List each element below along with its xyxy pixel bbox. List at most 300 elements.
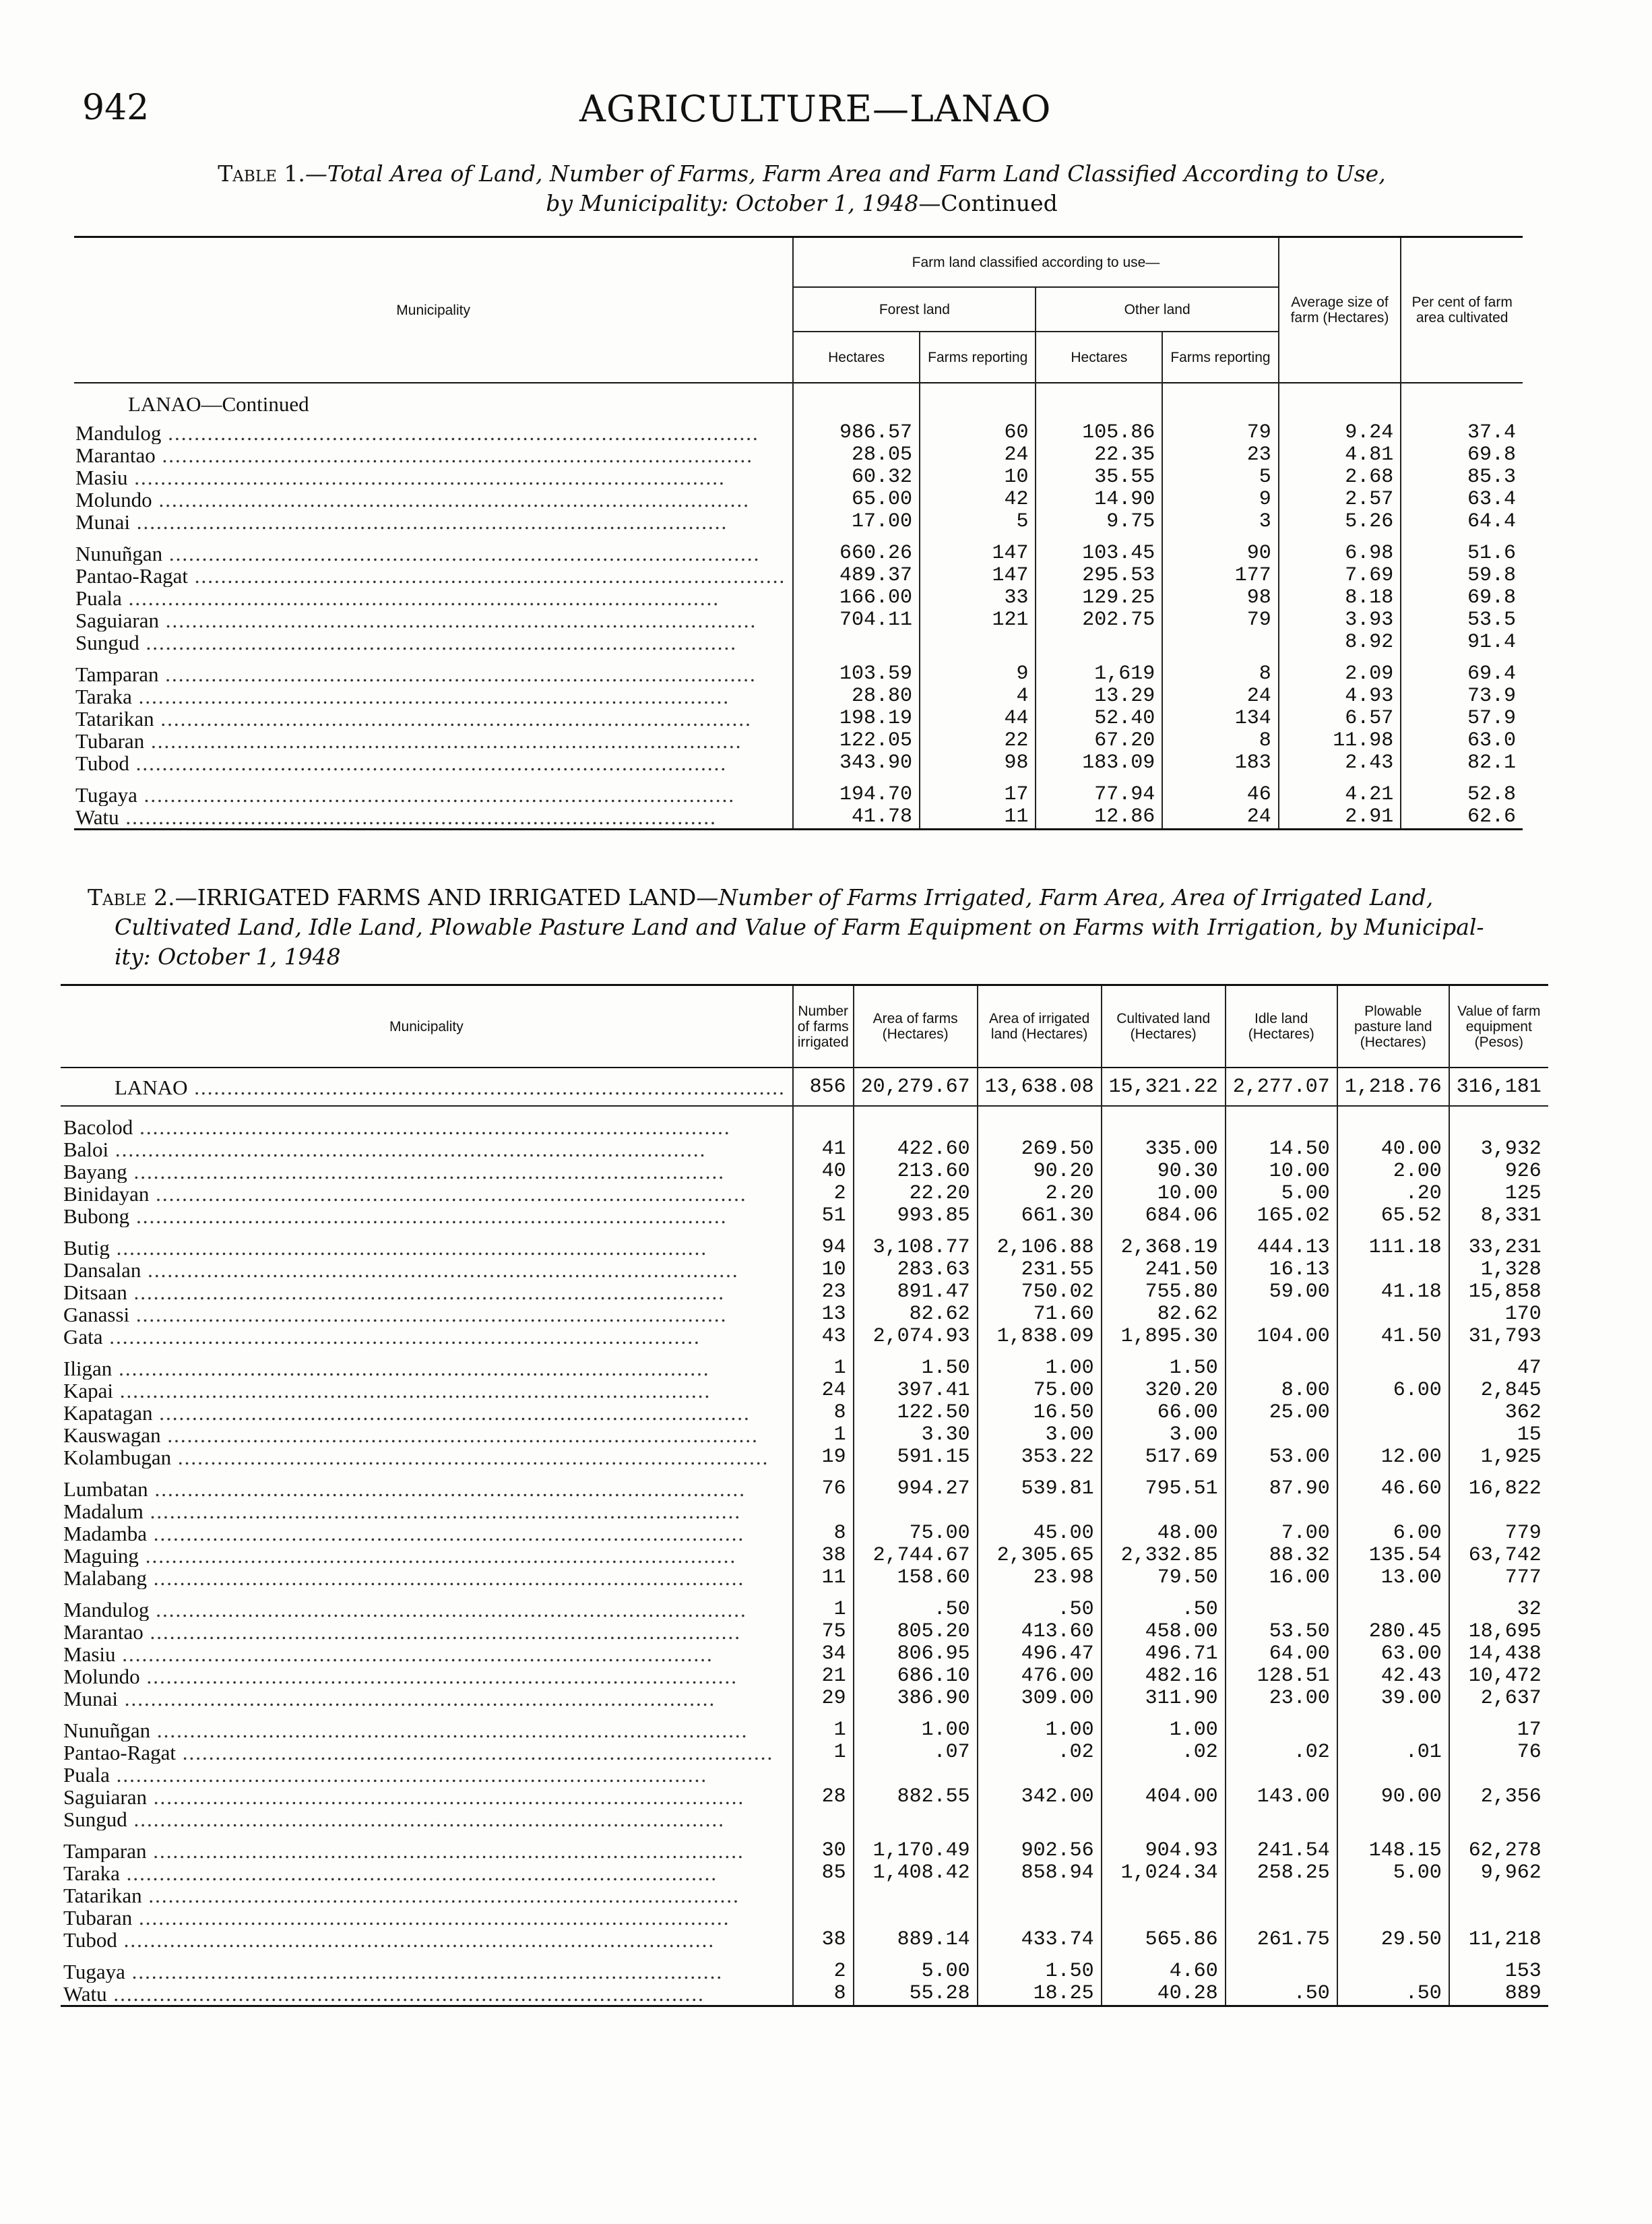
page-title: AGRICULTURE—LANAO: [579, 88, 1052, 130]
t2-value-cell: 33,231: [1449, 1237, 1548, 1259]
t1-value-cell: 105.86: [1036, 422, 1162, 444]
t1-row: [74, 565, 1523, 587]
t2-value-cell: 994.27: [854, 1478, 978, 1500]
t2-value-cell: [854, 1500, 978, 1522]
table2-caption-line3: ity: October 1, 1948: [115, 944, 341, 970]
t2-value-cell: 362: [1449, 1402, 1548, 1424]
t1-value-cell: 2.09: [1279, 663, 1401, 685]
t2-value-cell: 9,962: [1449, 1862, 1548, 1884]
t2-value-cell: 40.28: [1102, 1983, 1226, 2006]
t2-value-cell: 16,822: [1449, 1478, 1548, 1500]
t2-value-cell: 18,695: [1449, 1621, 1548, 1643]
t2-value-cell: 55.28: [854, 1983, 978, 2006]
t2-municipality-cell: Maguing .....: [61, 1545, 793, 1567]
t2-value-cell: 16.50: [978, 1402, 1102, 1424]
t2-value-cell: 458.00: [1102, 1621, 1226, 1643]
t1-municipality-cell: Tamparan .....: [74, 663, 793, 685]
t2-value-cell: 1: [793, 1719, 854, 1741]
t1-row: [74, 708, 1523, 730]
t2-value-cell: [1226, 1808, 1337, 1830]
t2-value-cell: [1102, 1808, 1226, 1830]
t1-row: [74, 466, 1523, 489]
t2-value-cell: 7.00: [1226, 1522, 1337, 1545]
t1-value-cell: 46: [1162, 784, 1278, 806]
t2-value-cell: .01: [1337, 1741, 1449, 1764]
t2-row: [61, 1478, 1548, 1500]
t1-value-cell: 343.90: [793, 752, 920, 774]
t2-value-cell: 122.50: [854, 1402, 978, 1424]
t2-municipality-cell: Puala .....: [61, 1764, 793, 1786]
t1-municipality-cell: Molundo .....: [74, 489, 793, 511]
t2-header-cultivated: Cultivated land (Hectares): [1102, 985, 1226, 1068]
t1-value-cell: 183: [1162, 752, 1278, 774]
t2-row: [61, 1960, 1548, 1983]
t1-value-cell: 9: [1162, 489, 1278, 511]
t2-value-cell: 23.00: [1226, 1688, 1337, 1710]
t2-value-cell: [793, 1808, 854, 1830]
t1-value-cell: 11: [920, 806, 1036, 830]
t2-row: [61, 1545, 1548, 1567]
t2-value-cell: 17: [1449, 1719, 1548, 1741]
t2-value-cell: 3,932: [1449, 1138, 1548, 1161]
t2-municipality-cell: Mandulog .....: [61, 1599, 793, 1621]
table1-caption-continued: —Continued: [918, 190, 1058, 216]
t1-value-cell: 5.26: [1279, 511, 1401, 533]
t2-row: [61, 1522, 1548, 1545]
t1-value-cell: 103.45: [1036, 543, 1162, 565]
table1-caption: [148, 159, 1455, 218]
t1-value-cell: 52.40: [1036, 708, 1162, 730]
t1-row: [74, 685, 1523, 708]
t2-value-cell: [1102, 1116, 1226, 1138]
t2-row: [61, 1764, 1548, 1786]
t1-value-cell: 98: [1162, 587, 1278, 609]
t1-value-cell: 10: [920, 466, 1036, 489]
t2-value-cell: 11: [793, 1567, 854, 1589]
t2-total-value: 20,279.67: [854, 1068, 978, 1106]
t2-row: [61, 1599, 1548, 1621]
t2-value-cell: 2,305.65: [978, 1545, 1102, 1567]
t1-value-cell: 704.11: [793, 609, 920, 631]
t2-value-cell: 8,331: [1449, 1205, 1548, 1227]
t2-value-cell: 148.15: [1337, 1840, 1449, 1862]
t1-value-cell: 6.98: [1279, 543, 1401, 565]
t1-value-cell: 295.53: [1036, 565, 1162, 587]
t1-value-cell: 6.57: [1279, 708, 1401, 730]
t2-value-cell: [1337, 1424, 1449, 1446]
t2-municipality-cell: Madalum .....: [61, 1500, 793, 1522]
t2-municipality-cell: Binidayan .....: [61, 1183, 793, 1205]
t2-row: [61, 1205, 1548, 1227]
t2-value-cell: [1449, 1116, 1548, 1138]
t1-value-cell: 2.91: [1279, 806, 1401, 830]
t2-value-cell: 21: [793, 1665, 854, 1688]
t1-municipality-cell: Saguiaran .....: [74, 609, 793, 631]
t2-value-cell: .50: [1102, 1599, 1226, 1621]
t2-municipality-cell: Taraka .....: [61, 1862, 793, 1884]
t2-row: [61, 1402, 1548, 1424]
t1-row: [74, 444, 1523, 466]
t2-value-cell: 87.90: [1226, 1478, 1337, 1500]
t1-header-other-farms-reporting: Farms reporting: [1162, 332, 1278, 383]
t2-value-cell: 15,858: [1449, 1281, 1548, 1303]
t2-value-cell: 34: [793, 1643, 854, 1665]
t2-value-cell: [1337, 1500, 1449, 1522]
t1-municipality-cell: Puala .....: [74, 587, 793, 609]
t2-value-cell: [1102, 1907, 1226, 1929]
t2-value-cell: 64.00: [1226, 1643, 1337, 1665]
t2-value-cell: 10: [793, 1259, 854, 1281]
t2-value-cell: 75: [793, 1621, 854, 1643]
t2-value-cell: 269.50: [978, 1138, 1102, 1161]
t2-value-cell: [978, 1116, 1102, 1138]
t2-value-cell: 38: [793, 1545, 854, 1567]
t2-value-cell: 2.00: [1337, 1161, 1449, 1183]
t2-row: [61, 1808, 1548, 1830]
t2-header-area-farms: Area of farms (Hectares): [854, 985, 978, 1068]
t2-value-cell: 2.20: [978, 1183, 1102, 1205]
t2-row: [61, 1446, 1548, 1469]
t2-value-cell: 889: [1449, 1983, 1548, 2006]
t1-municipality-cell: Watu .....: [74, 806, 793, 830]
t2-row: [61, 1303, 1548, 1326]
t2-row: [61, 1281, 1548, 1303]
t1-municipality-cell: Tubaran .....: [74, 730, 793, 752]
t2-value-cell: [793, 1907, 854, 1929]
t2-value-cell: 18.25: [978, 1983, 1102, 2006]
t2-row: [61, 1424, 1548, 1446]
t2-value-cell: 1,328: [1449, 1259, 1548, 1281]
t1-value-cell: [920, 631, 1036, 654]
t2-value-cell: 32: [1449, 1599, 1548, 1621]
t1-header-per-cent: Per cent of farm area cultivated: [1401, 237, 1523, 383]
t2-municipality-cell: Munai .....: [61, 1688, 793, 1710]
t2-municipality-cell: Tubod .....: [61, 1929, 793, 1951]
t2-value-cell: 386.90: [854, 1688, 978, 1710]
t2-value-cell: 29: [793, 1688, 854, 1710]
t2-value-cell: [1337, 1719, 1449, 1741]
t1-value-cell: 64.4: [1401, 511, 1523, 533]
t2-value-cell: 258.25: [1226, 1862, 1337, 1884]
t2-value-cell: 62,278: [1449, 1840, 1548, 1862]
t1-municipality-cell: Pantao-Ragat .....: [74, 565, 793, 587]
t2-value-cell: .07: [854, 1741, 978, 1764]
table2-caption: [40, 883, 1523, 972]
t1-value-cell: 60: [920, 422, 1036, 444]
t2-value-cell: 397.41: [854, 1380, 978, 1402]
t2-row: [61, 1500, 1548, 1522]
t1-value-cell: 24: [1162, 806, 1278, 830]
t2-value-cell: 66.00: [1102, 1402, 1226, 1424]
t1-value-cell: 24: [920, 444, 1036, 466]
t1-header-farm-land-classified: Farm land classified according to use—: [793, 237, 1278, 288]
t2-value-cell: 993.85: [854, 1205, 978, 1227]
t2-value-cell: [1449, 1500, 1548, 1522]
t2-value-cell: 309.00: [978, 1688, 1102, 1710]
t1-value-cell: 33: [920, 587, 1036, 609]
t2-municipality-cell: Pantao-Ragat .....: [61, 1741, 793, 1764]
t2-value-cell: 79.50: [1102, 1567, 1226, 1589]
t2-row: [61, 1380, 1548, 1402]
t2-value-cell: [1226, 1764, 1337, 1786]
t2-value-cell: 3.00: [1102, 1424, 1226, 1446]
t1-row: [74, 587, 1523, 609]
t2-total-value: 15,321.22: [1102, 1068, 1226, 1106]
table2-label: Table 2.: [88, 884, 175, 910]
t2-total-value: 13,638.08: [978, 1068, 1102, 1106]
t2-value-cell: 11,218: [1449, 1929, 1548, 1951]
t2-municipality-cell: Watu .....: [61, 1983, 793, 2006]
t1-value-cell: 8: [1162, 663, 1278, 685]
t2-value-cell: 2,356: [1449, 1786, 1548, 1808]
t1-value-cell: 9.24: [1279, 422, 1401, 444]
t1-section-label: LANAO—Continued: [128, 392, 309, 416]
t2-value-cell: 14.50: [1226, 1138, 1337, 1161]
t2-municipality-cell: Tamparan .....: [61, 1840, 793, 1862]
t2-value-cell: [1337, 1303, 1449, 1326]
t2-value-cell: 63.00: [1337, 1643, 1449, 1665]
t2-value-cell: .50: [1226, 1983, 1337, 2006]
t2-value-cell: [1449, 1764, 1548, 1786]
t1-value-cell: 103.59: [793, 663, 920, 685]
t1-row: [74, 422, 1523, 444]
t2-row: [61, 1719, 1548, 1741]
t2-value-cell: 51: [793, 1205, 854, 1227]
t1-header-municipality: Municipality: [396, 302, 470, 318]
t2-value-cell: 43: [793, 1326, 854, 1348]
t2-value-cell: 891.47: [854, 1281, 978, 1303]
t1-value-cell: 5: [920, 511, 1036, 533]
t2-value-cell: [854, 1808, 978, 1830]
t2-municipality-cell: Ganassi .....: [61, 1303, 793, 1326]
t1-value-cell: 42: [920, 489, 1036, 511]
t2-value-cell: 88.32: [1226, 1545, 1337, 1567]
t1-row: [74, 752, 1523, 774]
t1-value-cell: 60.32: [793, 466, 920, 489]
t2-municipality-cell: Tugaya .....: [61, 1960, 793, 1983]
t2-total-label: LANAO .....: [61, 1068, 793, 1106]
t1-municipality-cell: Mandulog .....: [74, 422, 793, 444]
t1-value-cell: 67.20: [1036, 730, 1162, 752]
t1-municipality-cell: Munai .....: [74, 511, 793, 533]
t2-value-cell: 1: [793, 1741, 854, 1764]
t2-value-cell: 2,368.19: [1102, 1237, 1226, 1259]
t2-value-cell: [1337, 1599, 1449, 1621]
t1-value-cell: 79: [1162, 422, 1278, 444]
t1-value-cell: 37.4: [1401, 422, 1523, 444]
t1-header-forest-farms-reporting: Farms reporting: [920, 332, 1036, 383]
t2-value-cell: 3,108.77: [854, 1237, 978, 1259]
t2-value-cell: [1449, 1884, 1548, 1907]
t2-total-value: 2,277.07: [1226, 1068, 1337, 1106]
t1-value-cell: 35.55: [1036, 466, 1162, 489]
t1-row: [74, 511, 1523, 533]
t2-value-cell: [1102, 1764, 1226, 1786]
t2-row: [61, 1138, 1548, 1161]
t2-value-cell: 1.00: [1102, 1719, 1226, 1741]
t1-value-cell: 3: [1162, 511, 1278, 533]
t1-value-cell: 134: [1162, 708, 1278, 730]
t1-value-cell: 3.93: [1279, 609, 1401, 631]
t2-value-cell: 2,074.93: [854, 1326, 978, 1348]
t2-value-cell: 1,024.34: [1102, 1862, 1226, 1884]
t2-value-cell: [1226, 1884, 1337, 1907]
t2-value-cell: 311.90: [1102, 1688, 1226, 1710]
t2-value-cell: 1,838.09: [978, 1326, 1102, 1348]
t1-value-cell: 98: [920, 752, 1036, 774]
t2-value-cell: 85: [793, 1862, 854, 1884]
t1-value-cell: 69.8: [1401, 587, 1523, 609]
t2-municipality-cell: Madamba .....: [61, 1522, 793, 1545]
t2-row: [61, 1161, 1548, 1183]
t1-value-cell: 489.37: [793, 565, 920, 587]
t2-value-cell: .50: [854, 1599, 978, 1621]
t1-value-cell: 28.05: [793, 444, 920, 466]
t2-value-cell: 591.15: [854, 1446, 978, 1469]
t2-value-cell: 5.00: [1337, 1862, 1449, 1884]
t2-row: [61, 1665, 1548, 1688]
t2-value-cell: 41.18: [1337, 1281, 1449, 1303]
t2-value-cell: [1226, 1116, 1337, 1138]
t2-value-cell: 12.00: [1337, 1446, 1449, 1469]
t2-value-cell: 5.00: [1226, 1183, 1337, 1205]
t2-value-cell: 539.81: [978, 1478, 1102, 1500]
t2-municipality-cell: Masiu .....: [61, 1643, 793, 1665]
t2-value-cell: [978, 1808, 1102, 1830]
t1-value-cell: 41.78: [793, 806, 920, 830]
t1-value-cell: 147: [920, 543, 1036, 565]
t2-municipality-cell: Kolambugan .....: [61, 1446, 793, 1469]
t2-value-cell: [1226, 1719, 1337, 1741]
t1-value-cell: 69.4: [1401, 663, 1523, 685]
t1-municipality-cell: Sungud .....: [74, 631, 793, 654]
t2-value-cell: 4.60: [1102, 1960, 1226, 1983]
t2-header-farms-irrigated: Number of farms irrigated: [793, 985, 854, 1068]
t2-municipality-cell: Lumbatan .....: [61, 1478, 793, 1500]
t1-value-cell: 79: [1162, 609, 1278, 631]
t1-value-cell: 8.92: [1279, 631, 1401, 654]
t2-municipality-cell: Molundo .....: [61, 1665, 793, 1688]
t1-value-cell: 65.00: [793, 489, 920, 511]
t2-value-cell: 231.55: [978, 1259, 1102, 1281]
t2-municipality-cell: Baloi .....: [61, 1138, 793, 1161]
t2-value-cell: [978, 1907, 1102, 1929]
t2-value-cell: 15: [1449, 1424, 1548, 1446]
t2-value-cell: 45.00: [978, 1522, 1102, 1545]
t2-value-cell: [1449, 1907, 1548, 1929]
t2-value-cell: 59.00: [1226, 1281, 1337, 1303]
t1-value-cell: 77.94: [1036, 784, 1162, 806]
t2-header-area-irrigated: Area of irrigated land (Hectares): [978, 985, 1102, 1068]
t2-value-cell: 1,925: [1449, 1446, 1548, 1469]
t2-value-cell: 53.00: [1226, 1446, 1337, 1469]
t2-value-cell: 41.50: [1337, 1326, 1449, 1348]
t1-value-cell: 166.00: [793, 587, 920, 609]
t1-row: [74, 730, 1523, 752]
t1-value-cell: [1036, 631, 1162, 654]
page-number: 942: [82, 88, 150, 128]
t2-value-cell: 71.60: [978, 1303, 1102, 1326]
t2-value-cell: 496.71: [1102, 1643, 1226, 1665]
t2-value-cell: 1.50: [854, 1357, 978, 1380]
t2-value-cell: 1.00: [978, 1719, 1102, 1741]
t1-value-cell: 12.86: [1036, 806, 1162, 830]
t2-value-cell: 806.95: [854, 1643, 978, 1665]
t1-value-cell: 11.98: [1279, 730, 1401, 752]
t2-value-cell: 261.75: [1226, 1929, 1337, 1951]
t2-value-cell: 25.00: [1226, 1402, 1337, 1424]
t2-municipality-cell: Kapai .....: [61, 1380, 793, 1402]
t1-value-cell: 73.9: [1401, 685, 1523, 708]
t2-value-cell: 22.20: [854, 1183, 978, 1205]
t1-value-cell: 28.80: [793, 685, 920, 708]
t2-value-cell: 47: [1449, 1357, 1548, 1380]
t2-row: [61, 1929, 1548, 1951]
t2-value-cell: 482.16: [1102, 1665, 1226, 1688]
t2-value-cell: [854, 1116, 978, 1138]
t1-value-cell: 147: [920, 565, 1036, 587]
t2-municipality-cell: Nunuñgan .....: [61, 1719, 793, 1741]
t2-municipality-cell: Kauswagan .....: [61, 1424, 793, 1446]
t2-value-cell: [1337, 1402, 1449, 1424]
table2-caption-line2: Cultivated Land, Idle Land, Plowable Pasture Land and Value of Farm Equipment on Farms with Irrigation, by Municipal-: [115, 914, 1484, 940]
t1-value-cell: 53.5: [1401, 609, 1523, 631]
t2-value-cell: 8: [793, 1983, 854, 2006]
t1-row: [74, 489, 1523, 511]
t2-value-cell: 53.50: [1226, 1621, 1337, 1643]
t2-municipality-cell: Bubong .....: [61, 1205, 793, 1227]
t2-value-cell: 926: [1449, 1161, 1548, 1183]
t2-municipality-cell: Tubaran .....: [61, 1907, 793, 1929]
t2-value-cell: 476.00: [978, 1665, 1102, 1688]
t2-row: [61, 1786, 1548, 1808]
t1-value-cell: 62.6: [1401, 806, 1523, 830]
t1-value-cell: 63.0: [1401, 730, 1523, 752]
t1-value-cell: 4.93: [1279, 685, 1401, 708]
t2-value-cell: [1449, 1808, 1548, 1830]
t1-value-cell: 9.75: [1036, 511, 1162, 533]
t1-value-cell: 660.26: [793, 543, 920, 565]
t1-value-cell: 177: [1162, 565, 1278, 587]
t2-value-cell: 28: [793, 1786, 854, 1808]
t1-value-cell: 44: [920, 708, 1036, 730]
t2-municipality-cell: Marantao .....: [61, 1621, 793, 1643]
t1-value-cell: 129.25: [1036, 587, 1162, 609]
t2-header-plowable: Plowable pasture land (Hectares): [1337, 985, 1449, 1068]
table2: [61, 984, 1548, 2007]
t1-row: [74, 631, 1523, 654]
t1-header-other-land: Other land: [1036, 287, 1278, 332]
t2-value-cell: 158.60: [854, 1567, 978, 1589]
t1-value-cell: 59.8: [1401, 565, 1523, 587]
t2-value-cell: 904.93: [1102, 1840, 1226, 1862]
t2-value-cell: 1,170.49: [854, 1840, 978, 1862]
t2-row: [61, 1183, 1548, 1205]
t2-row: [61, 1840, 1548, 1862]
t2-value-cell: 23.98: [978, 1567, 1102, 1589]
table1: [74, 236, 1523, 830]
t2-row: [61, 1907, 1548, 1929]
t2-value-cell: 10,472: [1449, 1665, 1548, 1688]
t2-value-cell: [793, 1116, 854, 1138]
t2-value-cell: 404.00: [1102, 1786, 1226, 1808]
t1-header-forest-land: Forest land: [793, 287, 1036, 332]
t2-header-municipality: Municipality: [389, 1018, 464, 1034]
t2-value-cell: 76: [1449, 1741, 1548, 1764]
t2-value-cell: 2: [793, 1183, 854, 1205]
t1-value-cell: 121: [920, 609, 1036, 631]
t2-value-cell: 16.00: [1226, 1567, 1337, 1589]
